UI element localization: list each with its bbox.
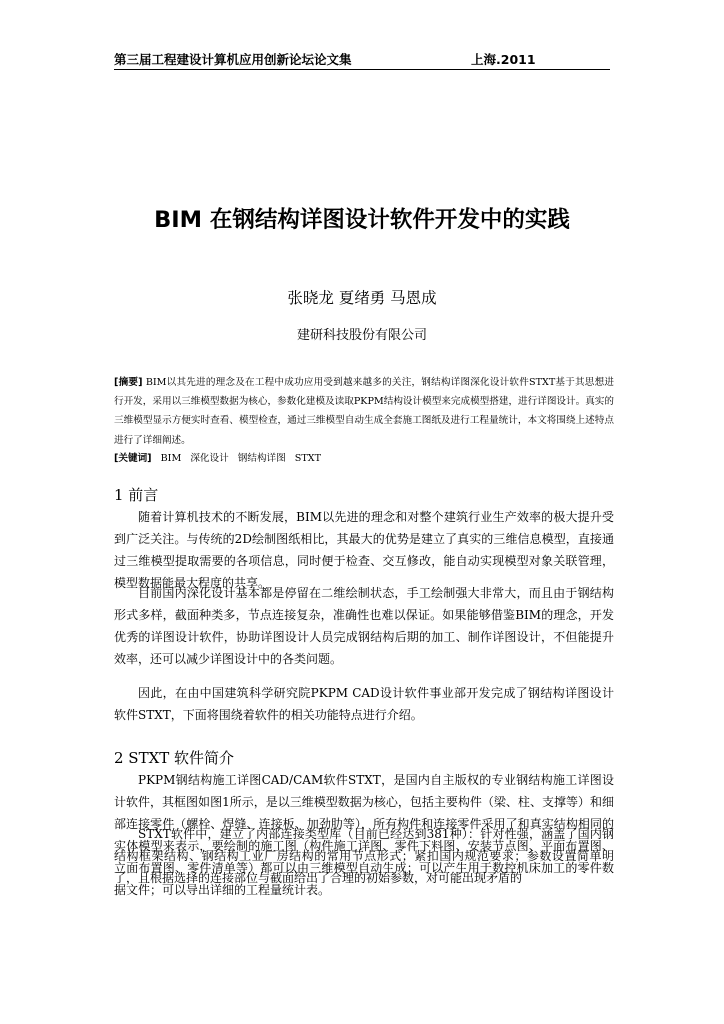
keywords-label: [关键词] xyxy=(114,453,152,464)
abstract-text: BIM以其先进的理念及在工程中成功应用受到越来越多的关注，钢结构详图深化设计软件STXT基于其思想进行开发，采用以三维模型数据为核心，参数化建模及读取PKPM结构设计模型来完成模型搭建，进行详图设计。真实的三维模型显示方便实时查看、模型检查，通过三维模型自动生成全套施工图纸及进行工程量统计，本文将围绕上述特点进行了详细阐述。 xyxy=(114,377,614,446)
running-header xyxy=(114,51,610,70)
paragraph: STXT软件中，建立了内部连接类型库（目前已经达到381种）：针对性强，涵盖了国内钢结构框架结构、钢结构工业厂房结构的常用节点形式；紧扣国内规范要求；参数设置简单明了，且根据选择的连接部位与截面给出了合理的初始参数，对可能出现矛盾的 xyxy=(114,827,614,885)
abstract xyxy=(114,373,614,450)
paragraph: 目前国内深化设计基本都是停留在二维绘制状态，手工绘制强大非常大，而且由于钢结构形式多样，截面种类多，节点连接复杂，准确性也难以保证。如果能够借鉴BIM的理念，开发优秀的详图设计软件，协助详图设计人员完成钢结构后期的加工、制作详图设计，不但能提升效率，还可以减少详图设计中的各类问题。 xyxy=(114,586,614,666)
section-heading-intro: 1 前言 xyxy=(114,486,159,504)
paper-authors: 张晓龙 夏绪勇 马恩成 xyxy=(287,289,437,307)
paper-title: BIM 在钢结构详图设计软件开发中的实践 xyxy=(154,207,570,233)
venue-year: 上海.2011 xyxy=(471,52,536,67)
paragraph: 因此，在由中国建筑科学研究院PKPM CAD设计软件事业部开发完成了钢结构详图设计软件STXT，下面将围绕着软件的相关功能特点进行介绍。 xyxy=(114,686,614,722)
section-heading-stxt: 2 STXT 软件简介 xyxy=(114,749,235,767)
proceedings-title: 第三届工程建设计算机应用创新论坛论文集 xyxy=(114,52,352,67)
keywords-text: BIM 深化设计 钢结构详图 STXT xyxy=(160,453,321,464)
paragraph: 随着计算机技术的不断发展，BIM以先进的理念和对整个建筑行业生产效率的极大提升受到广泛关注。与传统的2D绘制图纸相比，其最大的优势是建立了真实的三维信息模型，直接通过三维模型提取需要的各项信息，同时便于检查、交互修改，能自动实现模型对象关联管理，模型数据能最大程度的共享。 xyxy=(114,510,614,590)
paragraph: PKPM钢结构施工详图CAD/CAM软件STXT，是国内自主版权的专业钢结构施工详图设计软件，其框图如图1所示，是以三维模型数据为核心，包括主要构件（梁、柱、支撑等）和细部连接零件（螺栓、焊缝、连接板、加劲肋等），所有构件和连接零件采用了和真实结构相同的实体模型来表示，要绘制的施工图（构件施工详图、零件下料图、安装节点图、平面布置图、立面布置图、零件清单等）都可以由三维模型自动生成；可以产生用于数控机床加工的零件数据文件；可以导出详细的工程量统计表。 xyxy=(114,773,614,897)
keywords xyxy=(114,449,614,468)
paper-affiliation: 建研科技股份有限公司 xyxy=(296,328,427,343)
abstract-label: [摘要] xyxy=(114,377,143,388)
